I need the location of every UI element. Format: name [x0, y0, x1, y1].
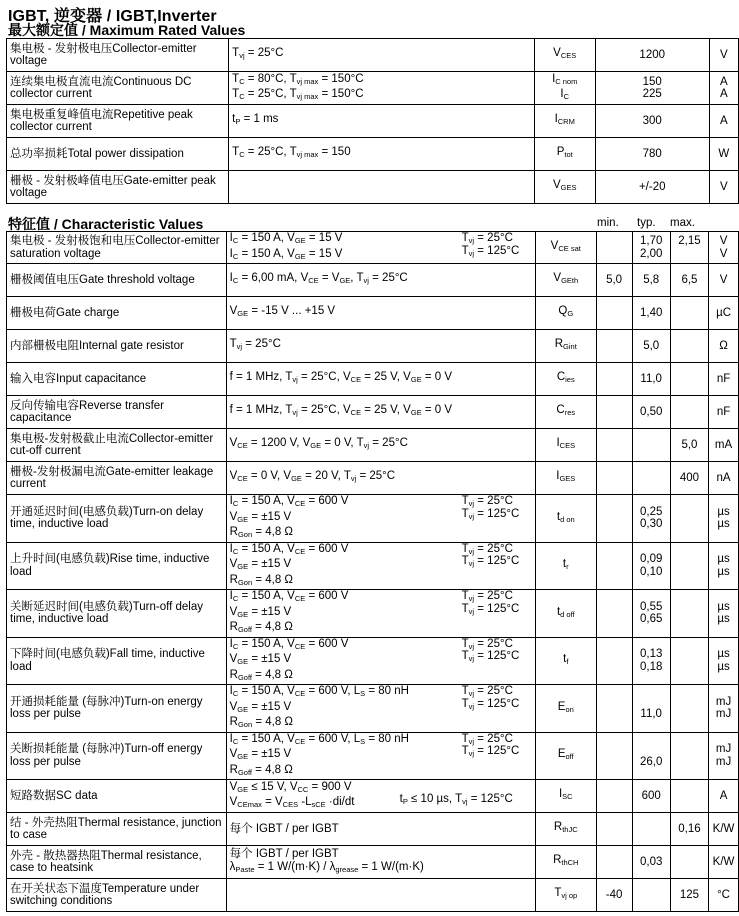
max-value	[670, 590, 708, 638]
param-cn: 栅极电荷	[10, 306, 56, 319]
conditions: $T_C = 80^\circ C$, $T_{vj max} = 150^\circ C$ $T_C = 25^\circ C$, $T_{vj max} = 150^\circ C$	[229, 72, 535, 105]
temperature-condition: $T_{vj} = 125^\circ C$	[461, 602, 520, 616]
typ-value	[632, 462, 670, 495]
characteristic-row	[7, 429, 739, 462]
param-cn: 总功率损耗	[10, 147, 68, 160]
param-en: Fall time, inductive load	[10, 648, 205, 673]
param-en: Gate-emitter leakage current	[10, 465, 214, 490]
param-en: Thermal resistance, junction to case	[10, 816, 222, 841]
param-cn: 连续集电极直流电流	[10, 75, 114, 88]
param-name	[7, 330, 227, 363]
symbol: $t_f$	[535, 637, 596, 685]
param-cn: 上升时间(电感负载)	[10, 553, 110, 566]
unit: nF	[709, 363, 739, 396]
temperature-condition: $T_{vj} = 125^\circ C$	[461, 555, 520, 568]
conditions: $I_C = 150$ A, $V_{GE} = 15$ V $I_C = 150$ A, $V_{GE} = 15$ V $T_{vj} = 25^\circ C$ $T_{vj} = 125^\circ C$	[226, 232, 535, 264]
param-name	[7, 590, 227, 638]
conditions: $I_C = 150$ A, $V_{CE} = 600$ V, $L_S = 80$ nH $V_{GE} = \pm 15$ V $R_{Gon} = 4,8$ Ω $T_{vj} = 25^\circ C$ $T_{vj} = 125^\circ C$	[226, 685, 535, 733]
param-name	[7, 813, 227, 846]
param-cn: 开通延迟时间(电感负载)	[10, 505, 133, 518]
value: +/-20	[595, 171, 709, 204]
symbol: $R_{Gint}$	[535, 330, 596, 363]
conditions: f = 1 MHz, $T_{vj} = 25^\circ C$, $V_{CE} = 25$ V, $V_{GE} = 0$ V	[226, 363, 535, 396]
header-min: min.	[597, 217, 619, 229]
max-value: 0,16	[670, 813, 708, 846]
typ-value	[632, 429, 670, 462]
unit: µs µs	[709, 495, 739, 543]
param-en: Collector-emitter saturation voltage	[10, 235, 220, 260]
conditions: $V_{GE} \le 15$ V, $V_{CC} = 900$ V $V_{CEmax} = V_{CES}$ $-L_{sCE} \cdot di/dt$ $t_P \le 10$ µs, $T_{vj} = 125^\circ C$	[226, 780, 535, 813]
param-en: Turn-on delay time, inductive load	[10, 505, 204, 531]
param-name	[7, 171, 229, 204]
characteristic-row	[7, 363, 739, 396]
characteristic-row	[7, 542, 739, 590]
rated-row	[7, 138, 739, 171]
max-value	[670, 363, 708, 396]
symbol: $I_{CRM}$	[534, 105, 595, 138]
typ-value: 5,8	[632, 264, 670, 297]
characteristic-row	[7, 846, 739, 879]
characteristic-row	[7, 462, 739, 495]
min-value	[596, 590, 632, 638]
symbol: $Q_G$	[535, 297, 596, 330]
typ-value: 0,55 0,65	[632, 590, 670, 638]
unit: °C	[709, 879, 739, 912]
conditions: $V_{GE} = -15$ V ... +15 V	[226, 297, 535, 330]
conditions: $I_C = 6,00$ mA, $V_{CE} = V_{GE}$, $T_{vj} = 25^\circ C$	[226, 264, 535, 297]
param-cn: 栅极 - 发射极峰值电压	[10, 174, 124, 187]
unit: mA	[709, 429, 739, 462]
min-value	[596, 780, 632, 813]
param-name	[7, 542, 227, 590]
characteristic-row	[7, 264, 739, 297]
symbol: $E_{on}$	[535, 685, 596, 733]
conditions	[229, 171, 535, 204]
characteristic-row	[7, 330, 739, 363]
characteristic-row	[7, 879, 739, 912]
conditions: $V_{CE} = 1200$ V, $V_{GE} = 0$ V, $T_{vj} = 25^\circ C$	[226, 429, 535, 462]
param-cn: 下降时间(电感负载)	[10, 648, 110, 661]
max-value: 5,0	[670, 429, 708, 462]
symbol: $t_{d on}$	[535, 495, 596, 543]
max-value	[670, 637, 708, 685]
param-name	[7, 138, 229, 171]
unit: K/W	[709, 846, 739, 879]
temperature-condition: $T_{vj} = 25^\circ C$	[461, 542, 513, 556]
temperature-condition: $T_{vj} = 25^\circ C$	[461, 732, 513, 746]
min-value	[596, 542, 632, 590]
param-name	[7, 846, 227, 879]
temperature-condition: $T_{vj} = 125^\circ C$	[461, 697, 520, 711]
unit: mJ mJ	[709, 685, 739, 733]
symbol: $V_{GEth}$	[535, 264, 596, 297]
typ-value: 0,09 0,10	[632, 542, 670, 590]
unit: V	[709, 39, 738, 72]
characteristic-values-title: 特征值 / Characteristic Values	[8, 216, 204, 232]
rated-row	[7, 171, 739, 204]
unit: V V	[709, 232, 739, 264]
value: 1200	[595, 39, 709, 72]
symbol: $I_{C nom}$ $I_C$	[534, 72, 595, 105]
param-cn: 反向传输电容	[10, 399, 79, 412]
symbol: $P_{tot}$	[534, 138, 595, 171]
param-en: Temperature under switching conditions	[10, 882, 200, 907]
conditions: 每个 IGBT / per IGBT $\lambda_{Paste} = 1$ $W/(m\cdot K) / \lambda_{grease} = 1$ W/(m·K)	[226, 846, 535, 879]
conditions: $T_C = 25^\circ C$, $T_{vj max} = 150$	[229, 138, 535, 171]
max-value: 125	[670, 879, 708, 912]
conditions: $T_{vj} = 25^\circ C$	[226, 330, 535, 363]
symbol: $I_{CES}$	[535, 429, 596, 462]
param-name	[7, 39, 229, 72]
unit: A	[709, 105, 738, 138]
temperature-condition: $T_{vj} = 125^\circ C$	[461, 244, 520, 258]
unit: µs µs	[709, 637, 739, 685]
typ-value	[632, 813, 670, 846]
param-cn: 外壳 - 散热器热阻	[10, 849, 101, 862]
param-name	[7, 264, 227, 297]
symbol: $T_{vj op}$	[535, 879, 596, 912]
param-cn: 结 - 外壳热阻	[10, 816, 78, 829]
value: 300	[595, 105, 709, 138]
max-value	[670, 542, 708, 590]
temperature-condition: $t_P \le 10$ µs, $T_{vj} = 125^\circ C$	[399, 793, 513, 806]
min-value	[596, 813, 632, 846]
unit: nF	[709, 396, 739, 429]
param-cn: 在开关状态下温度	[10, 882, 102, 895]
conditions: $T_{vj} = 25^\circ C$	[229, 39, 535, 72]
temperature-condition: $T_{vj} = 25^\circ C$	[461, 590, 513, 603]
characteristic-row	[7, 590, 739, 638]
value: 780	[595, 138, 709, 171]
unit: A A	[709, 72, 738, 105]
max-value	[670, 297, 708, 330]
param-name	[7, 732, 227, 780]
unit: K/W	[709, 813, 739, 846]
min-value	[596, 232, 632, 264]
typ-value: 26,0	[632, 732, 670, 780]
param-name	[7, 637, 227, 685]
typ-value: 600	[632, 780, 670, 813]
max-value: 6,5	[670, 264, 708, 297]
unit: V	[709, 264, 739, 297]
param-name	[7, 396, 227, 429]
max-value: 400	[670, 462, 708, 495]
conditions: 每个 IGBT / per IGBT	[226, 813, 535, 846]
max-value	[670, 846, 708, 879]
rated-row	[7, 72, 739, 105]
symbol: $R_{thJC}$	[535, 813, 596, 846]
symbol: $E_{off}$	[535, 732, 596, 780]
value: 150 225	[595, 72, 709, 105]
param-name	[7, 232, 227, 264]
unit: mJ mJ	[709, 732, 739, 780]
param-en: Turn-on energy loss per pulse	[10, 695, 203, 721]
param-name	[7, 685, 227, 733]
param-en: Collector-emitter cut-off current	[10, 432, 214, 457]
param-en: Reverse transfer capacitance	[10, 399, 165, 424]
symbol: $V_{CE sat}$	[535, 232, 596, 264]
conditions: $V_{CE} = 0$ V, $V_{GE} = 20$ V, $T_{vj} = 25^\circ C$	[226, 462, 535, 495]
param-cn: 输入电容	[10, 372, 56, 385]
typ-value: 11,0	[632, 685, 670, 733]
temperature-condition: $T_{vj} = 25^\circ C$	[461, 232, 513, 245]
max-value: 2,15	[670, 232, 708, 264]
min-value	[596, 396, 632, 429]
param-name	[7, 495, 227, 543]
temperature-condition: $T_{vj} = 125^\circ C$	[461, 507, 520, 521]
param-cn: 短路数据	[10, 789, 56, 802]
param-cn: 集电极重复峰值电流	[10, 108, 114, 121]
unit: W	[709, 138, 738, 171]
param-name	[7, 780, 227, 813]
temperature-condition: $T_{vj} = 25^\circ C$	[461, 495, 513, 508]
min-value: 5,0	[596, 264, 632, 297]
symbol: $t_{d off}$	[535, 590, 596, 638]
conditions: $I_C = 150$ A, $V_{CE} = 600$ V, $L_S = 80$ nH $V_{GE} = \pm 15$ V $R_{Goff} = 4,8$ Ω $T_{vj} = 25^\circ C$ $T_{vj} = 125^\circ C$	[226, 732, 535, 780]
temperature-condition: $T_{vj} = 125^\circ C$	[461, 745, 520, 758]
unit: µs µs	[709, 542, 739, 590]
param-name	[7, 297, 227, 330]
page-title: IGBT, 逆变器 / IGBT,Inverter	[8, 8, 217, 25]
min-value	[596, 685, 632, 733]
characteristic-row	[7, 732, 739, 780]
min-value	[596, 846, 632, 879]
max-value	[670, 396, 708, 429]
characteristic-row	[7, 495, 739, 543]
conditions: $I_C = 150$ A, $V_{CE} = 600$ V $V_{GE} = \pm 15$ V $R_{Goff} = 4,8$ Ω $T_{vj} = 25^\circ C$ $T_{vj} = 125^\circ C$	[226, 637, 535, 685]
conditions: $I_C = 150$ A, $V_{CE} = 600$ V $V_{GE} = \pm 15$ V $R_{Goff} = 4,8$ Ω $T_{vj} = 25^\circ C$ $T_{vj} = 125^\circ C$	[226, 590, 535, 638]
param-cn: 关断延迟时间(电感负载)	[10, 600, 133, 613]
min-value	[596, 462, 632, 495]
typ-value: 0,03	[632, 846, 670, 879]
param-en: Thermal resistance, case to heatsink	[10, 849, 202, 874]
param-cn: 栅极-发射极漏电流	[10, 465, 106, 478]
min-value	[596, 495, 632, 543]
typ-value: 1,70 2,00	[632, 232, 670, 264]
min-value	[596, 637, 632, 685]
max-value	[670, 495, 708, 543]
unit: µC	[709, 297, 739, 330]
symbol: $C_{ies}$	[535, 363, 596, 396]
typ-value	[632, 879, 670, 912]
symbol: $I_{GES}$	[535, 462, 596, 495]
rated-row	[7, 105, 739, 138]
max-value	[670, 732, 708, 780]
rated-values-title: 最大额定值 / Maximum Rated Values	[8, 22, 246, 38]
min-value	[596, 297, 632, 330]
header-max: max.	[670, 217, 695, 229]
rated-values-table	[6, 38, 739, 204]
param-name	[7, 879, 227, 912]
param-cn: 关断损耗能量 (每脉冲)	[10, 743, 125, 756]
param-cn: 集电极 - 发射极饱和电压	[10, 235, 136, 247]
param-en: Internal gate resistor	[79, 339, 184, 352]
param-cn: 内部栅极电阻	[10, 339, 79, 352]
param-en: Rise time, inductive load	[10, 553, 210, 578]
conditions: $I_C = 150$ A, $V_{CE} = 600$ V $V_{GE} = \pm 15$ V $R_{Gon} = 4,8$ Ω $T_{vj} = 25^\circ C$ $T_{vj} = 125^\circ C$	[226, 495, 535, 543]
max-value	[670, 330, 708, 363]
typ-value: 5,0	[632, 330, 670, 363]
characteristic-values-table	[6, 231, 739, 912]
header-typ: typ.	[637, 217, 656, 229]
max-value	[670, 780, 708, 813]
param-cn: 开通损耗能量 (每脉冲)	[10, 695, 125, 708]
param-en: Input capacitance	[56, 372, 147, 385]
typ-value: 0,25 0,30	[632, 495, 670, 543]
min-value	[596, 330, 632, 363]
conditions: $t_P = 1$ ms	[229, 105, 535, 138]
symbol: $V_{GES}$	[534, 171, 595, 204]
conditions: $I_C = 150$ A, $V_{CE} = 600$ V $V_{GE} = \pm 15$ V $R_{Gon} = 4,8$ Ω $T_{vj} = 25^\circ C$ $T_{vj} = 125^\circ C$	[226, 542, 535, 590]
unit: V	[709, 171, 738, 204]
param-en: SC data	[56, 789, 98, 802]
param-en: Continuous DC collector current	[10, 75, 192, 100]
characteristic-row	[7, 637, 739, 685]
param-en: Total power dissipation	[67, 147, 184, 160]
characteristic-row	[7, 297, 739, 330]
characteristic-row	[7, 232, 739, 264]
param-en: Repetitive peak collector current	[10, 108, 193, 133]
typ-value: 1,40	[632, 297, 670, 330]
param-name	[7, 429, 227, 462]
param-en: Gate charge	[56, 306, 120, 319]
min-value	[596, 363, 632, 396]
unit: A	[709, 780, 739, 813]
characteristic-row	[7, 813, 739, 846]
typ-value: 0,13 0,18	[632, 637, 670, 685]
max-value	[670, 685, 708, 733]
param-name	[7, 105, 229, 138]
unit: µs µs	[709, 590, 739, 638]
temperature-condition: $T_{vj} = 125^\circ C$	[461, 650, 520, 663]
symbol: $I_{SC}$	[535, 780, 596, 813]
unit: Ω	[709, 330, 739, 363]
param-en: Turn-off energy loss per pulse	[10, 743, 203, 768]
param-name	[7, 72, 229, 105]
characteristic-row	[7, 396, 739, 429]
param-en: Collector-emitter voltage	[10, 42, 197, 67]
unit: nA	[709, 462, 739, 495]
min-value	[596, 429, 632, 462]
symbol: $R_{thCH}$	[535, 846, 596, 879]
rated-row	[7, 39, 739, 72]
param-cn: 集电极-发射极截止电流	[10, 432, 129, 445]
param-cn: 集电极 - 发射极电压	[10, 42, 113, 55]
param-en: Gate-emitter peak voltage	[10, 174, 216, 199]
param-en: Turn-off delay time, inductive load	[10, 600, 203, 626]
param-name	[7, 462, 227, 495]
min-value: -40	[596, 879, 632, 912]
characteristic-row	[7, 780, 739, 813]
symbol: $V_{CES}$	[534, 39, 595, 72]
conditions: f = 1 MHz, $T_{vj} = 25^\circ C$, $V_{CE} = 25$ V, $V_{GE} = 0$ V	[226, 396, 535, 429]
min-value	[596, 732, 632, 780]
conditions	[226, 879, 535, 912]
characteristic-row	[7, 685, 739, 733]
temperature-condition: $T_{vj} = 25^\circ C$	[461, 637, 513, 651]
typ-value: 11,0	[632, 363, 670, 396]
param-name	[7, 363, 227, 396]
typ-value: 0,50	[632, 396, 670, 429]
temperature-condition: $T_{vj} = 25^\circ C$	[461, 685, 513, 698]
symbol: $t_r$	[535, 542, 596, 590]
symbol: $C_{res}$	[535, 396, 596, 429]
param-en: Gate threshold voltage	[79, 273, 195, 286]
param-cn: 栅极阈值电压	[10, 273, 79, 286]
